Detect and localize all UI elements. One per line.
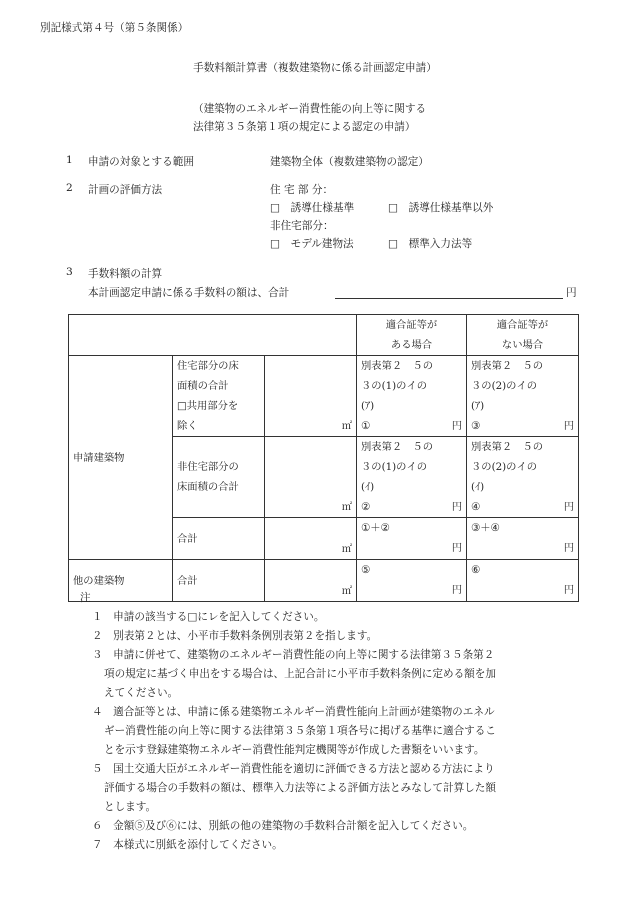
nonresidential-fee-with[interactable]: 別表第２ ５の ３の(1)のイの (ｲ) ② 円 <box>357 437 467 518</box>
other-total-without[interactable]: ⑥ 円 <box>467 560 579 602</box>
applied-total-without[interactable]: ③＋④ 円 <box>467 518 579 560</box>
note-6: ６ 金額⑤及び⑥には、別紙の他の建築物の手数料合計額を記入してください。 <box>92 820 474 832</box>
note-5c: とします。 <box>104 801 157 813</box>
checkbox-non-guided-spec[interactable]: □ 誘導仕様基準以外 <box>388 202 494 214</box>
residential-area-input[interactable]: ㎡ <box>265 356 357 437</box>
note-1: １ 申請の該当する□にレを記入してください。 <box>92 611 325 623</box>
note-5a: ５ 国土交通大臣がエネルギー消費性能を適切に評価できる方法と認める方法により <box>92 763 495 775</box>
form-reference: 別記様式第４号（第５条関係） <box>40 22 189 34</box>
checkbox-guided-spec[interactable]: □ 誘導仕様基準 <box>270 202 355 214</box>
page-title: 手数料額計算書（複数建築物に係る計画認定申請） <box>193 62 437 74</box>
other-total-with[interactable]: ⑤ 円 <box>357 560 467 602</box>
residential-fee-with[interactable]: 別表第２ ５の ３の(1)のイの (ｱ) ① 円 <box>357 356 467 437</box>
note-3c: えてください。 <box>104 687 179 699</box>
item3-number: 3 <box>66 266 73 278</box>
other-total-label: 合計 <box>173 560 265 602</box>
residential-fee-without[interactable]: 別表第２ ５の ３の(2)のイの (ｱ) ③ 円 <box>467 356 579 437</box>
item2-number: 2 <box>66 182 73 194</box>
item1-number: 1 <box>66 154 73 166</box>
applied-total-with[interactable]: ①＋② 円 <box>357 518 467 560</box>
note-3b: 項の規定に基づく申出をする場合は、上記合計に小平市手数料条例に定める額を加 <box>104 668 496 680</box>
checkbox-standard-input[interactable]: □ 標準入力法等 <box>388 238 473 250</box>
nonresidential-fee-without[interactable]: 別表第２ ５の ３の(2)のイの (ｲ) ④ 円 <box>467 437 579 518</box>
note-7: ７ 本様式に別紙を添付してください。 <box>92 839 283 851</box>
row-applied-building: 申請建築物 <box>69 356 173 560</box>
nonresidential-label: 非住宅部分： <box>270 220 334 232</box>
header-blank <box>69 315 357 356</box>
notes-heading: 注 <box>80 592 91 604</box>
row-other-buildings: 他の建築物 <box>69 560 173 602</box>
note-4a: ４ 適合証等とは、申請に係る建築物エネルギー消費性能向上計画が建築物のエネル <box>92 706 495 718</box>
note-5b: 評価する場合の手数料の額は、標準入力法等による評価方法とみなして計算した額 <box>104 782 496 794</box>
subtitle-line1: （建築物のエネルギー消費性能の向上等に関する <box>193 103 427 115</box>
fee-sentence: 本計画認定申請に係る手数料の額は、合計 <box>88 287 290 299</box>
residential-area-label: 住宅部分の床 面積の合計 □共用部分を 除く <box>173 356 265 437</box>
item1-value: 建築物全体（複数建築物の認定） <box>270 156 429 168</box>
note-4c: とを示す登録建築物エネルギー消費性能判定機関等が作成した書類をいいます。 <box>104 744 485 756</box>
item2-label: 計画の評価方法 <box>88 184 163 196</box>
item1-label: 申請の対象とする範囲 <box>88 156 194 168</box>
checkbox-model-building[interactable]: □ モデル建物法 <box>270 238 354 250</box>
other-total-area[interactable]: ㎡ <box>265 560 357 602</box>
nonresidential-area-input[interactable]: ㎡ <box>265 437 357 518</box>
subtitle-line2: 法律第３５条第１項の規定による認定の申請） <box>193 121 416 133</box>
applied-total-label: 合計 <box>173 518 265 560</box>
note-3a: ３ 申請に併せて、建築物のエネルギー消費性能の向上等に関する法律第３５条第２ <box>92 649 495 661</box>
fee-total-field[interactable] <box>335 298 563 299</box>
header-without-cert: 適合証等が ない場合 <box>467 315 579 356</box>
note-2: ２ 別表第２とは、小平市手数料条例別表第２を指します。 <box>92 630 378 642</box>
applied-total-area[interactable]: ㎡ <box>265 518 357 560</box>
fee-table <box>68 314 579 602</box>
fee-yen-unit: 円 <box>566 287 577 299</box>
note-4b: ギー消費性能の向上等に関する法律第３５条第１項各号に掲げる基準に適合するこ <box>104 725 496 737</box>
exclude-common-checkbox[interactable]: □共用部分を <box>177 400 239 412</box>
item3-label: 手数料額の計算 <box>88 268 163 280</box>
nonresidential-area-label: 非住宅部分の 床面積の合計 <box>173 437 265 518</box>
residential-label: 住 宅 部 分： <box>270 184 334 196</box>
header-with-cert: 適合証等が ある場合 <box>357 315 467 356</box>
